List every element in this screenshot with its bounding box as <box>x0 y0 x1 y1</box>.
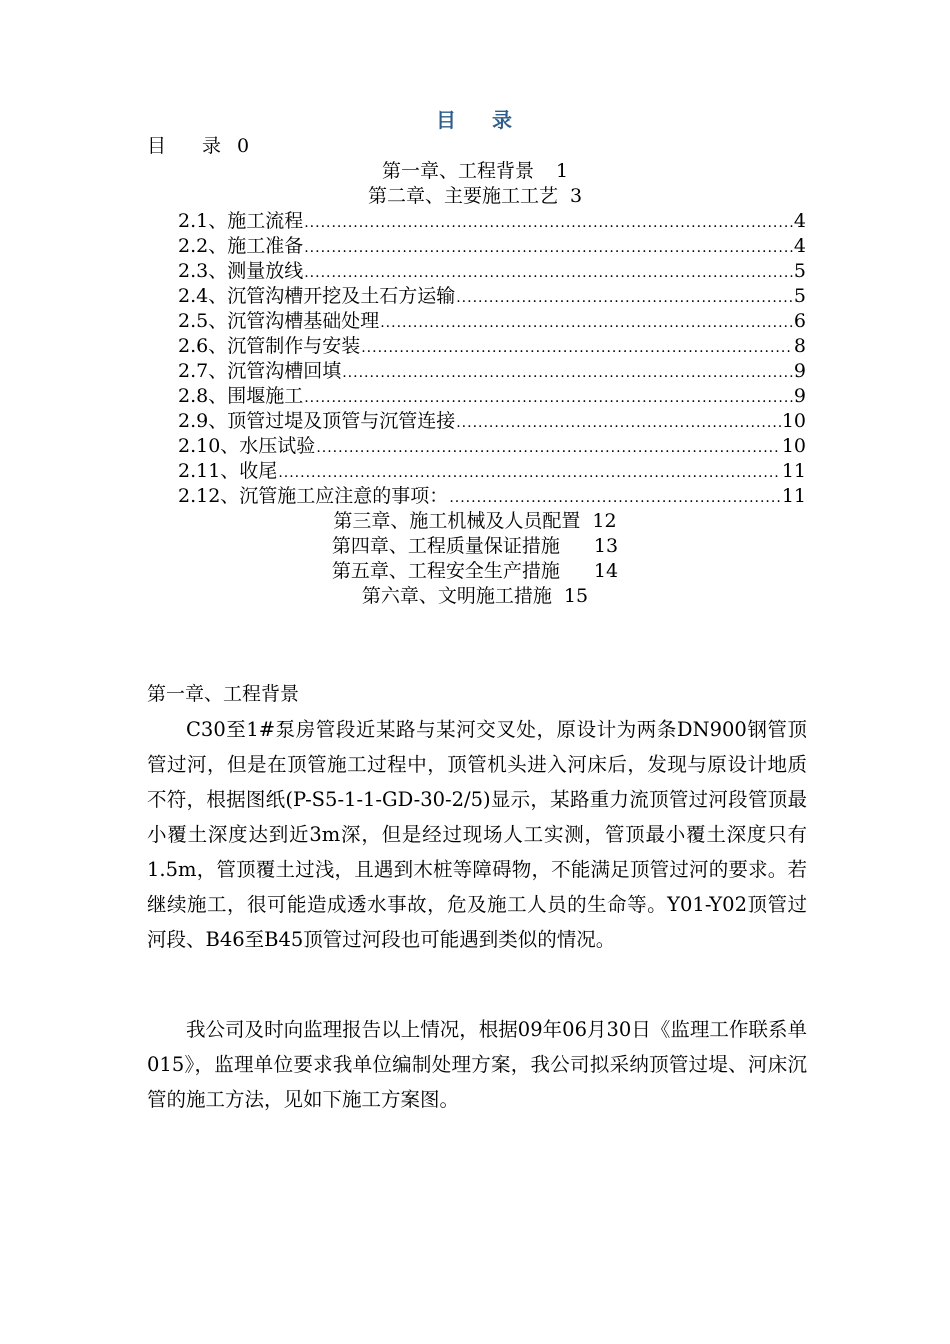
toc-entry-label: 2.2、施工准备 <box>178 235 304 257</box>
toc-entry-chapter-6[interactable] <box>0 584 950 609</box>
toc-entry-chapter-5[interactable] <box>0 559 950 584</box>
toc-entry-label: 2.11、收尾 <box>178 460 278 482</box>
toc-leader-dots <box>456 286 793 311</box>
toc-leader-dots <box>316 436 781 461</box>
toc-entry-section[interactable] <box>178 434 806 459</box>
toc-entry-page: 4 <box>793 210 806 232</box>
toc-entry-label: 2.9、顶管过堤及顶管与沉管连接 <box>178 410 456 432</box>
toc-title-right: 录 <box>492 108 514 132</box>
toc-entry-label: 第四章、工程质量保证措施 <box>331 535 560 557</box>
toc-entry-section[interactable] <box>178 459 806 484</box>
toc-entry-section[interactable] <box>178 284 806 309</box>
toc-entry-page: 0 <box>237 135 250 157</box>
toc-leader-dots <box>456 411 781 436</box>
toc-entry-chapter-3[interactable] <box>0 509 950 534</box>
toc-entry-section[interactable] <box>178 384 806 409</box>
toc-entry-contents[interactable] <box>147 134 249 158</box>
toc-entry-page: 9 <box>793 360 806 382</box>
toc-entry-page: 6 <box>793 310 806 332</box>
toc-entry-label: 2.12、沉管施工应注意的事项： <box>178 485 449 507</box>
toc-entry-page: 3 <box>569 185 583 207</box>
toc-entry-section[interactable] <box>178 484 806 509</box>
toc-entry-section[interactable] <box>178 209 806 234</box>
body-paragraph: C30至1#泵房管段近某路与某河交叉处，原设计为两条DN900钢管顶管过河，但是在顶管施工过程中，顶管机头进入河床后，发现与原设计地质不符，根据图纸(P-S5-1-1-GD-30-2/5)显示，某路重力流顶管过河段管顶最小覆土深度达到近3m深，但是经过现场人工实测，管顶最小覆土深度只有1.5m，管顶覆土过浅，且遇到木桩等障碍物，不能满足顶管过河的要求。若继续施工，很可能造成透水事故，危及施工人员的生命等。Y01-Y02顶管过河段、B46至B45顶管过河段也可能遇到类似的情况。 <box>147 718 807 951</box>
toc-entry-page: 5 <box>793 260 806 282</box>
toc-title-left: 目 <box>436 108 458 132</box>
toc-entry-label-a: 目 <box>147 135 167 157</box>
toc-entry-section[interactable] <box>178 359 806 384</box>
toc-leader-dots <box>449 486 781 511</box>
toc-entry-section[interactable] <box>178 259 806 284</box>
toc-entry-page: 5 <box>793 285 806 307</box>
toc-entry-label: 第二章、主要施工工艺 <box>367 185 558 207</box>
toc-entry-page: 8 <box>793 335 806 357</box>
toc-entry-label: 第六章、文明施工措施 <box>361 585 552 607</box>
toc-leader-dots <box>278 461 781 486</box>
toc-leader-dots <box>304 386 793 411</box>
toc-entry-page: 10 <box>781 435 806 457</box>
toc-leader-dots <box>304 211 793 236</box>
toc-entry-section[interactable] <box>178 234 806 259</box>
toc-leader-dots <box>304 261 793 286</box>
toc-entry-label: 2.5、沉管沟槽基础处理 <box>178 310 380 332</box>
toc-entry-label-b: 录 <box>202 135 222 157</box>
toc-entry-label: 第一章、工程背景 <box>381 160 534 182</box>
toc-entry-page: 10 <box>781 410 806 432</box>
toc-entry-page: 12 <box>592 510 617 532</box>
toc-entry-section[interactable] <box>178 334 806 359</box>
toc-entry-label: 第五章、工程安全生产措施 <box>331 560 560 582</box>
toc-entry-label: 2.1、施工流程 <box>178 210 304 232</box>
toc-entry-label: 2.10、水压试验 <box>178 435 316 457</box>
toc-title <box>0 104 950 133</box>
toc-entry-label: 2.4、沉管沟槽开挖及土石方运输 <box>178 285 456 307</box>
toc-entry-page: 9 <box>793 385 806 407</box>
toc-leader-dots <box>380 311 793 336</box>
toc-entry-page: 1 <box>555 160 569 182</box>
toc-entry-page: 11 <box>781 485 806 507</box>
toc-entry-page: 13 <box>593 535 619 557</box>
chapter-heading: 第一章、工程背景 <box>147 683 300 705</box>
toc-entry-chapter-2[interactable] <box>0 184 950 209</box>
toc-entry-label: 2.6、沉管制作与安装 <box>178 335 361 357</box>
toc-entry-page: 4 <box>793 235 806 257</box>
toc-leader-dots <box>342 361 793 386</box>
toc-entry-label: 2.8、围堰施工 <box>178 385 304 407</box>
toc-entry-chapter-4[interactable] <box>0 534 950 559</box>
toc-entry-section[interactable] <box>178 309 806 334</box>
toc-leader-dots <box>304 236 793 261</box>
toc-leader-dots <box>361 336 793 361</box>
body-paragraph: 我公司及时向监理报告以上情况，根据09年06月30日《监理工作联系单015》，监理单位要求我单位编制处理方案，我公司拟采纳顶管过堤、河床沉管的施工方法，见如下施工方案图。 <box>147 1018 807 1111</box>
toc-entry-label: 第三章、施工机械及人员配置 <box>333 510 581 532</box>
toc-entry-section[interactable] <box>178 409 806 434</box>
toc-entry-chapter-1[interactable] <box>0 159 950 184</box>
toc-entry-label: 2.7、沉管沟槽回填 <box>178 360 342 382</box>
toc-entry-page: 14 <box>593 560 619 582</box>
toc-entry-label: 2.3、测量放线 <box>178 260 304 282</box>
toc-entry-page: 15 <box>563 585 589 607</box>
toc-entry-page: 11 <box>781 460 806 482</box>
